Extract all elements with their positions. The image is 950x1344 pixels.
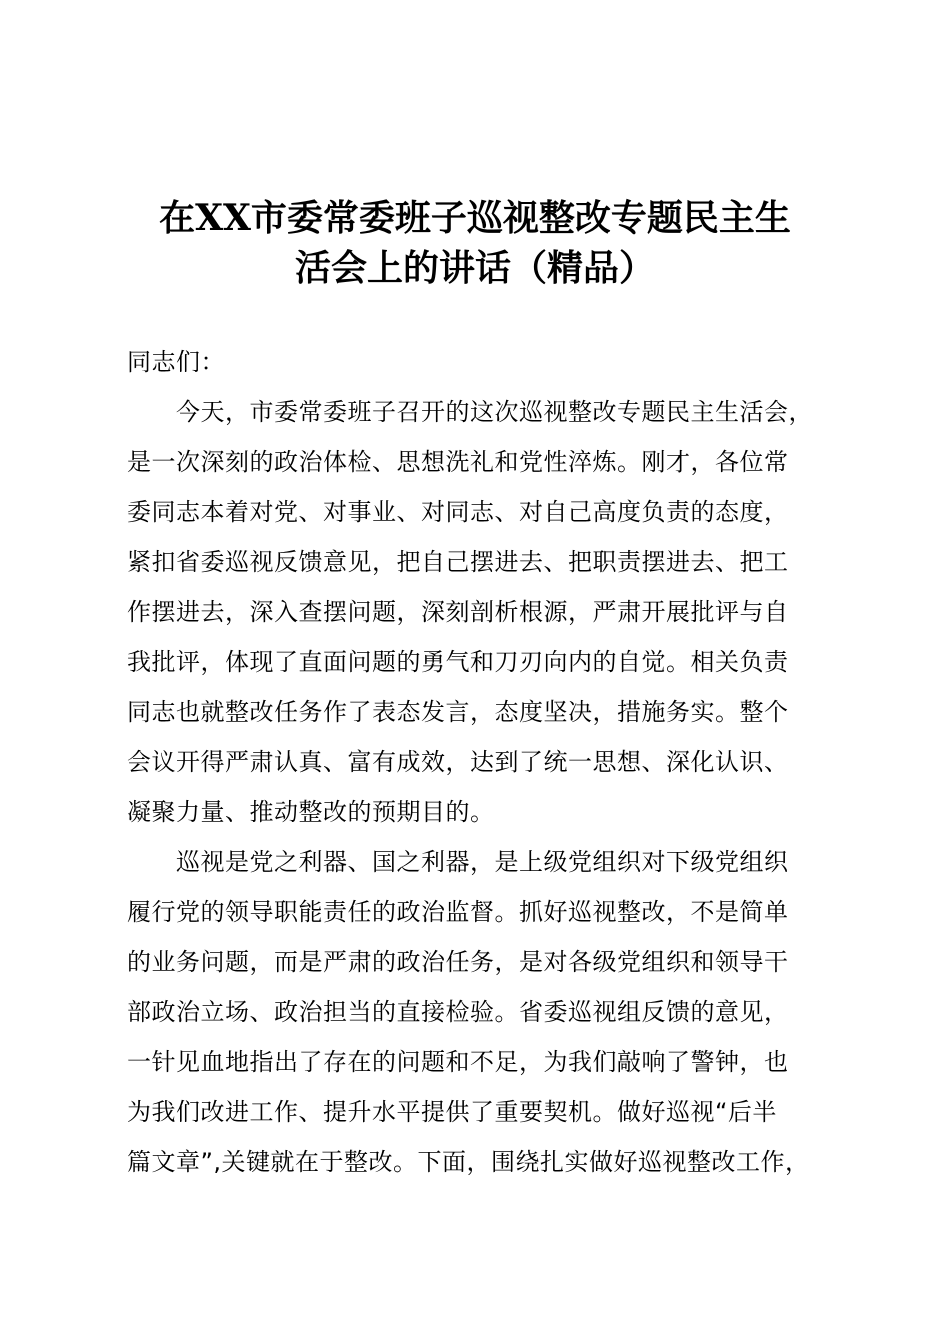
body-line: 一针见血地指出了存在的问题和不足，为我们敲响了警钟，也 [127,1048,789,1076]
body-line: 部政治立场、政治担当的直接检验。省委巡视组反馈的意见， [127,998,789,1026]
body-line: 我批评，体现了直面问题的勇气和刀刃向内的自觉。相关负责 [127,648,789,676]
body-line: 篇文章”,关键就在于整改。下面，围绕扎实做好巡视整改工作， [127,1148,810,1176]
body-line: 会议开得严肃认真、富有成效，达到了统一思想、深化认识、 [127,748,789,776]
body-line: 作摆进去，深入查摆问题，深刻剖析根源，严肃开展批评与自 [127,598,789,626]
document-title-line-1: 在XX市委常委班子巡视整改专题民主生 [159,197,791,239]
salutation: 同志们： [127,348,225,376]
document-title-line-2: 活会上的讲话（精品） [294,247,655,289]
body-line: 的业务问题，而是严肃的政治任务，是对各级党组织和领导干 [127,948,789,976]
body-line: 履行党的领导职能责任的政治监督。抓好巡视整改，不是简单 [127,898,789,926]
body-line: 为我们改进工作、提升水平提供了重要契机。做好巡视“后半 [127,1098,777,1126]
body-line: 委同志本着对党、对事业、对同志、对自己高度负责的态度， [127,498,789,526]
body-line: 同志也就整改任务作了表态发言，态度坚决，措施务实。整个 [127,698,789,726]
body-line: 今天，市委常委班子召开的这次巡视整改专题民主生活会， [127,398,813,426]
body-line: 凝聚力量、推动整改的预期目的。 [127,798,495,826]
body-line: 巡视是党之利器、国之利器，是上级党组织对下级党组织 [127,848,789,876]
body-line: 是一次深刻的政治体检、思想洗礼和党性淬炼。刚才，各位常 [127,448,789,476]
body-line: 紧扣省委巡视反馈意见，把自己摆进去、把职责摆进去、把工 [127,548,789,576]
